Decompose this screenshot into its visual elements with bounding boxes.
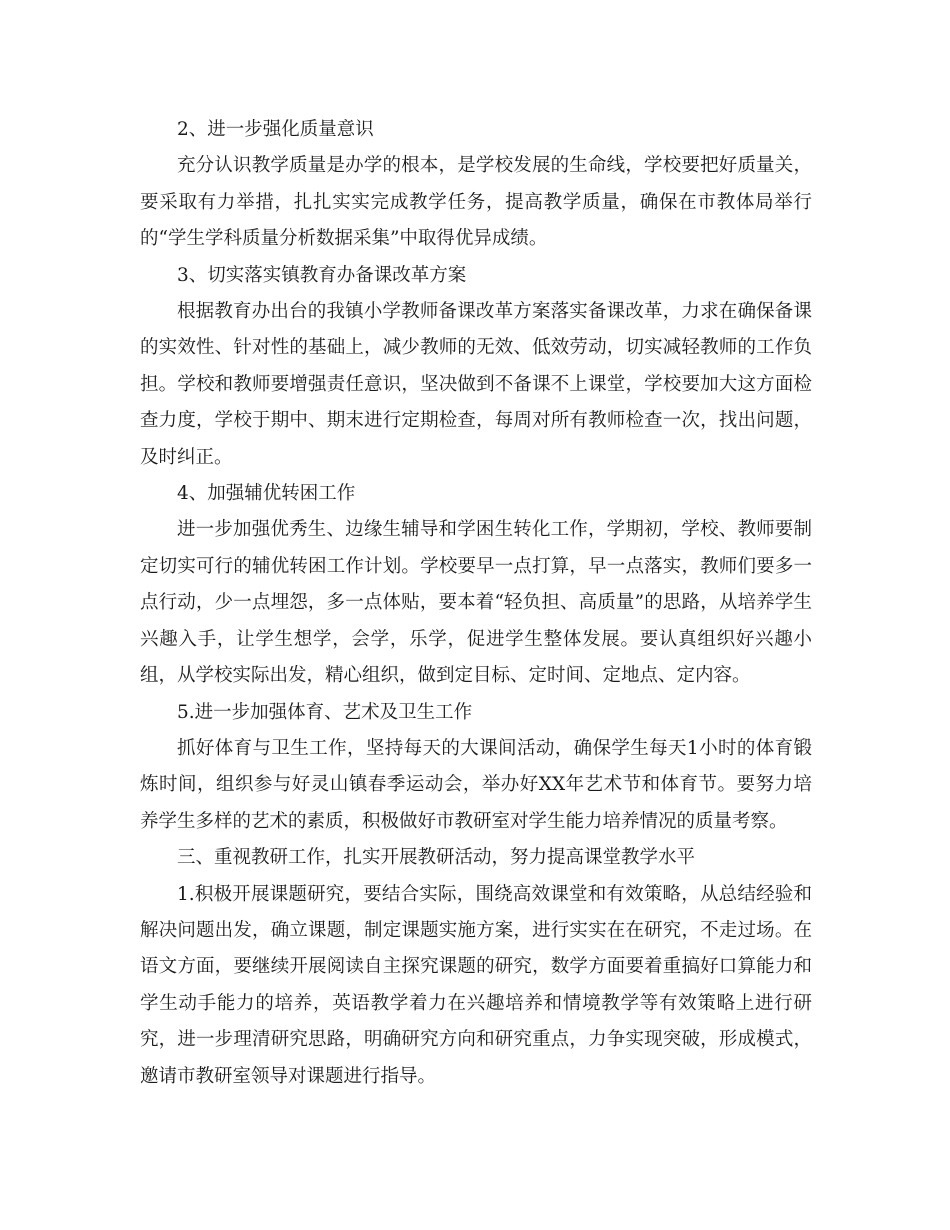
paragraph-sports-arts: 抓好体育与卫生工作，坚持每天的大课间活动，确保学生每天1小时的体育锻炼时间，组织参与好灵山镇春季运动会，举办好XX年艺术节和体育节。要努力培养学生多样的艺术的素质，积极做好市教研室对学生能力培养情况的质量考察。 (140, 737, 812, 832)
section-heading-teaching-research: 三、重视教研工作，扎实开展教研活动，努力提高课堂教学水平 (177, 847, 696, 869)
paragraph-lesson-prep: 根据教育办出台的我镇小学教师备课改革方案落实备课改革，力求在确保备课的实效性、针对性的基础上，减少教师的无效、低效劳动，切实减轻教师的工作负担。学校和教师要增强责任意识，坚决做到不备课不上课堂，学校要加大这方面检查力度，学校于期中、期末进行定期检查，每周对所有教师检查一次，找出问题，及时纠正。 (140, 301, 812, 468)
section-heading-lesson-prep: 3、切实落实镇教育办备课改革方案 (177, 264, 467, 286)
document-page (140, 112, 812, 1095)
section-heading-quality: 2、进一步强化质量意识 (177, 119, 374, 140)
section-heading-sports-arts: 5.进一步加强体育、艺术及卫生工作 (177, 701, 473, 723)
section-heading-tutoring: 4、加强辅优转困工作 (177, 483, 356, 505)
paragraph-tutoring: 进一步加强优秀生、边缘生辅导和学困生转化工作，学期初，学校、教师要制定切实可行的辅优转困工作计划。学校要早一点打算，早一点落实，教师们要多一点行动，少一点埋怨，多一点体贴，要本着“轻负担、高质量”的思路，从培养学生兴趣入手，让学生想学，会学，乐学，促进学生整体发展。要认真组织好兴趣小组，从学校实际出发，精心组织，做到定目标、定时间、定地点、定内容。 (140, 519, 812, 687)
paragraph-quality: 充分认识教学质量是办学的根本，是学校发展的生命线，学校要把好质量关，要采取有力举措，扎扎实实完成教学任务，提高教学质量，确保在市教体局举行的“学生学科质量分析数据采集”中取得优异成绩。 (140, 155, 812, 250)
paragraph-research-topics: 1.积极开展课题研究，要结合实际，围绕高效课堂和有效策略，从总结经验和解决问题出发，确立课题，制定课题实施方案，进行实实在在研究，不走过场。在语文方面，要继续开展阅读自主探究课题的研究，数学方面要着重搞好口算能力和学生动手能力的培养，英语教学着力在兴趣培养和情境教学等有效策略上进行研究，进一步理清研究思路，明确研究方向和研究重点，力争实现突破，形成模式，邀请市教研室领导对课题进行指导。 (140, 883, 812, 1087)
